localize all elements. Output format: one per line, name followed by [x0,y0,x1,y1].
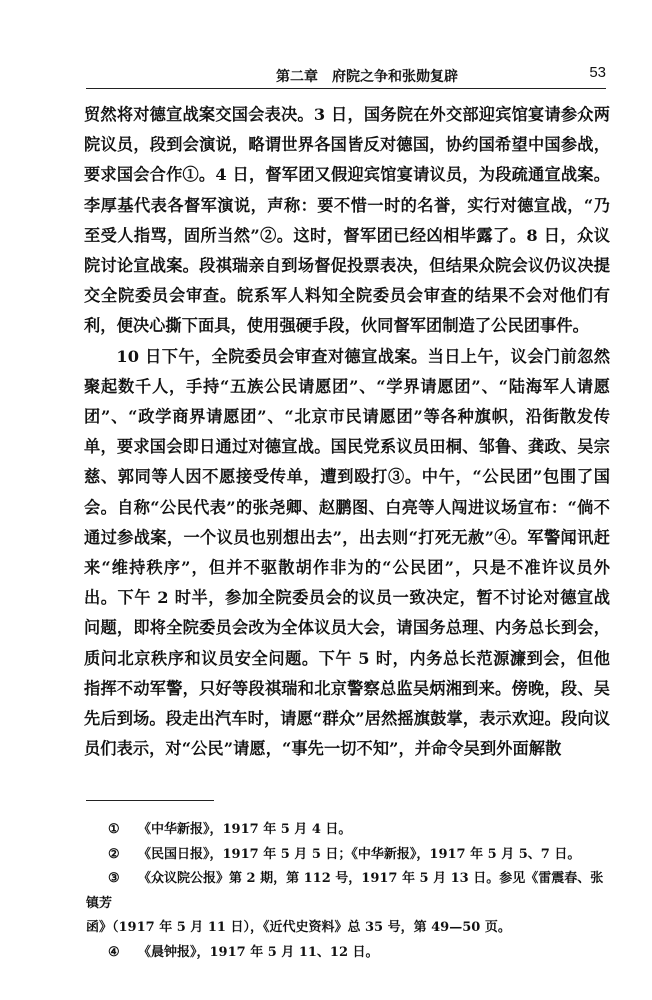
footnotes [86,818,606,965]
running-header [86,58,606,89]
chapter-title: 第二章 府院之争和张勋复辟 [276,69,458,85]
footnote-3 [86,867,606,916]
footnote-marker: ③ [108,871,120,886]
main-text [84,100,610,764]
paragraph-1: 贸然将对德宣战案交国会表决。3 日，国务院在外交部迎宾馆宴请参众两院议员，段到会演说，略谓世界各国皆反对德国，协约国希望中国参战，要求国会合作①。4 日，督军团又假迎宾馆宴请议员，为段疏通宣战案。李厚基代表各督军演说，声称：要不惜一时的名誉，实行对德宣战，“乃至受人指骂，固所当然”②。这时，督军团已经凶相毕露了。8 日，众议院讨论宣战案。段祺瑞亲自到场督促投票表决，但结果众院会议仍议决提交全院委员会审查。皖系军人料知全院委员会审查的结果不会对他们有利，便决心撕下面具，使用强硬手段，伙同督军团制造了公民团事件。 [84,105,610,336]
footnote-text: 《民国日报》，1917 年 5 月 5 日；《中华新报》，1917 年 5 月 5、7 日。 [138,846,581,862]
footnote-marker: ① [108,822,120,837]
footnote-text: 《中华新报》，1917 年 5 月 4 日。 [138,822,352,837]
page-number: 53 [589,64,606,81]
footnote-3-continuation: 函》（1917 年 5 月 11 日），《近代史资料》总 35 号，第 49—50 页。 [86,920,511,935]
footnote-text: 《众议院公报》第 2 期，第 112 号，1917 年 5 月 13 日。参见《雷震春、张镇芳 [86,871,604,911]
footnote-separator [86,800,214,801]
footnote-marker: ④ [108,944,120,960]
footnote-1 [86,818,606,843]
footnote-4 [86,941,606,966]
footnote-2 [86,843,606,868]
footnote-text: 《晨钟报》，1917 年 5 月 11、12 日。 [138,944,379,960]
paragraph-2: 10 日下午，全院委员会审查对德宣战案。当日上午，议会门前忽然聚起数千人，手持“五族公民请愿团”、“学界请愿团”、“陆海军人请愿团”、“政学商界请愿团”、“北京市民请愿团”等各种旗帜，沿街散发传单，要求国会即日通过对德宣战。国民党系议员田桐、邹鲁、龚政、吴宗慈、郭同等人因不愿接受传单，遭到殴打③。中午，“公民团”包围了国会。自称“公民代表”的张尧卿、赵鹏图、白亮等人闯进议场宣布：“倘不通过参战案，一个议员也别想出去”，出去则“打死无赦”④。军警闻讯赶来“维持秩序”，但并不驱散胡作非为的“公民团”，只是不准许议员外出。下午 2 时半，参加全院委员会的议员一致决定，暂不讨论对德宣战问题，即将全院委员会改为全体议员大会，请国务总理、内务总长到会，质问北京秩序和议员安全问题。下午 5 时，内务总长范源濂到会，但他指挥不动军警，只好等段祺瑞和北京警察总监吴炳湘到来。傍晚，段、吴先后到场。段走出汽车时，请愿“群众”居然摇旗鼓掌，表示欢迎。段向议员们表示，对“公民”请愿，“事先一切不知”，并命令吴到外面解散 [84,346,610,759]
footnote-marker: ② [108,846,120,862]
